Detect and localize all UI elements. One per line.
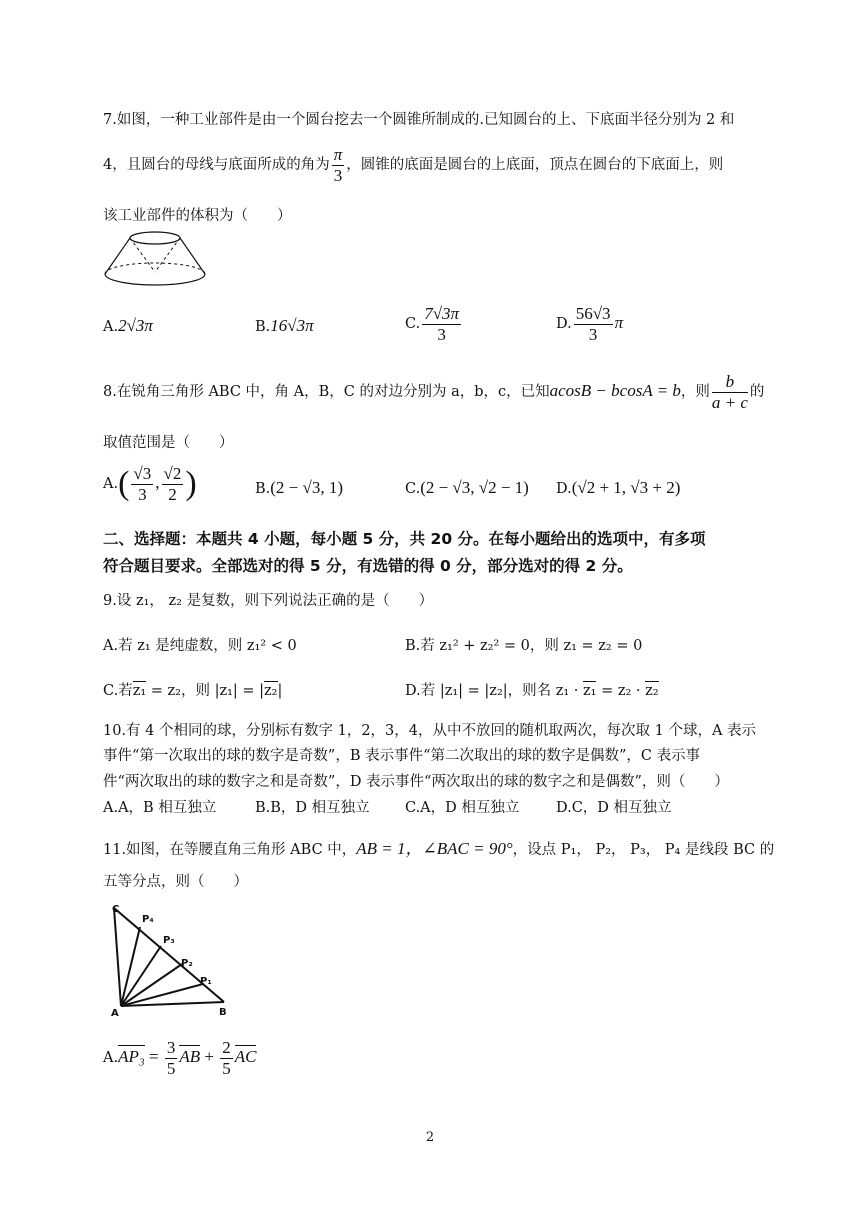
q7-option-d: D. $\frac{56√3}{3}$ π <box>556 304 624 344</box>
q7-line2: 4，且圆台的母线与底面所成的角为 $\frac{\pi}{3}$ ，圆锥的底面是圆台的上底面，顶点在圆台的下底面上，则 <box>103 145 724 185</box>
fig-label-a: A <box>111 1008 119 1019</box>
q10-option-d: D.C，D 相互独立 <box>556 800 672 816</box>
q10-option-b: B.B，D 相互独立 <box>255 800 370 816</box>
q9-option-c: C.若z₁ = z₂，则 |z₁| = |z₂| <box>103 683 283 699</box>
q8-option-b: B.(2 − √3, 1) <box>255 478 344 497</box>
q7-option-c: C. $\frac{7√3\pi}{3}$ <box>405 304 460 344</box>
q8-line1: 8.在锐角三角形 ABC 中，角 A，B，C 的对边分别为 a，b，c，已知acosB − bcosA = b，则 $\frac{b}{a + c}$ 的 <box>103 372 765 412</box>
q11-line2: 五等分点，则（ ） <box>103 874 248 890</box>
q9-option-a: A.若 z₁ 是纯虚数，则 z₁² < 0 <box>103 638 297 654</box>
q7-option-a: A.2√3π <box>103 316 153 335</box>
page-number: 2 <box>425 1130 435 1145</box>
fig-label-p4: P₄ <box>142 914 154 925</box>
fig-label-b: B <box>219 1007 227 1018</box>
q10-line2: 事件“第一次取出的球的数字是奇数”，B 表示事件“第二次取出的球的数字是偶数”，C 表示事 <box>103 748 701 764</box>
q7-line1: 7.如图，一种工业部件是由一个圆台挖去一个圆锥所制成的.已知圆台的上、下底面半径分别为 2 和 <box>103 112 735 128</box>
q10-line3: 件“两次取出的球的数字之和是奇数”，D 表示事件“两次取出的球的数字之和是偶数”，则（ ） <box>103 774 729 790</box>
section2-heading-line1: 二、选择题：本题共 4 小题，每小题 5 分，共 20 分。在每小题给出的选项中，有多项 <box>103 530 706 548</box>
q10-option-c: C.A，D 相互独立 <box>405 800 520 816</box>
fig-label-p1: P₁ <box>200 976 212 987</box>
q9-stem: 9.设 z₁， z₂ 是复数，则下列说法正确的是（ ） <box>103 593 434 609</box>
q8-option-c: C.(2 − √3, √2 − 1) <box>405 478 529 497</box>
q8-line2: 取值范围是（ ） <box>103 435 234 451</box>
fig-label-p3: P₃ <box>163 935 175 946</box>
fig-label-c: C <box>112 904 120 915</box>
q10-option-a: A.A，B 相互独立 <box>103 800 217 816</box>
section2-heading-line2: 符合题目要求。全部选对的得 5 分，有选错的得 0 分，部分选对的得 2 分。 <box>103 557 633 575</box>
q11-line1: 11.如图，在等腰直角三角形 ABC 中，AB = 1，∠BAC = 90°，设点 P₁， P₂， P₃， P₄ 是线段 BC 的 <box>103 839 775 858</box>
q7-option-b: B.16√3π <box>255 316 314 335</box>
q11-option-a: A.AP₃ = $\frac{3}{5}$ AB + $\frac{2}{5}$ AC <box>103 1038 257 1078</box>
q10-line1: 10.有 4 个相同的球，分别标有数字 1，2，3，4，从中不放回的随机取两次，每次取 1 个球，A 表示 <box>103 723 757 739</box>
q7-line3: 该工业部件的体积为（ ） <box>103 208 292 224</box>
fig-label-p2: P₂ <box>181 958 193 969</box>
triangle-figure <box>104 898 246 1020</box>
q9-option-b: B.若 z₁² + z₂² = 0，则 z₁ = z₂ = 0 <box>405 638 643 654</box>
q9-option-d: D.若 |z₁| = |z₂|，则名 z₁ · z₁ = z₂ · z₂ <box>405 683 659 699</box>
q8-option-a: A.( $\frac{√3}{3}$ , $\frac{√2}{2}$ ) <box>103 464 197 504</box>
frustum-figure <box>100 226 210 290</box>
q8-option-d: D.(√2 + 1, √3 + 2) <box>556 478 681 497</box>
